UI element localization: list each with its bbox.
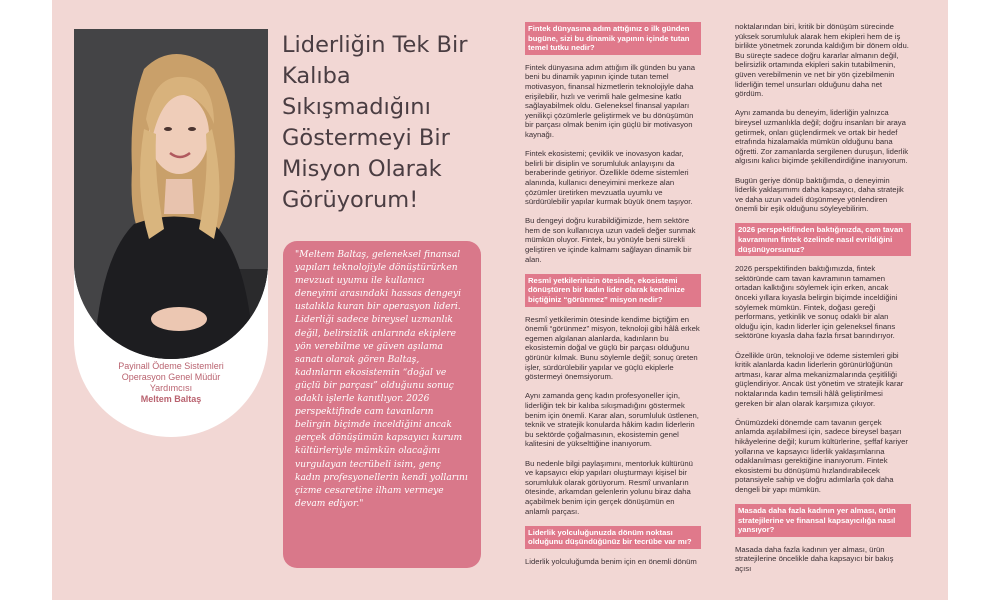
- answer-paragraph: noktalarından biri, kritik bir dönüşüm sürecinde yüksek sorumluluk alarak hem ekipleri hem de iş birlikte yönetmek zorunda kaldığım bir dönem oldu. Bu süreçte sadece doğru kararlar almanın değil, belirsizlik ortamında ekipleri sakin tutabilmenin, güven verebilmenin ve net bir yön çizebilmenin liderliğin temel unsurları olduğunu daha net gördüm.: [735, 22, 909, 99]
- answer-paragraph: Resmî yetkilerimin ötesinde kendime biçtiğim en önemli “görünmez” misyon, teknoloji gibi hâlâ erkek egemen algılanan alanlarda, kadınların bu ekosistemin doğal ve güçlü bir parçası olduğunu görünür kılmak. Bunu söylemle değil; sonuç üreten işler, sürdürülebilir yapılar ve güçlü ekiplerle göstermeyi önemsiyorum.: [525, 314, 700, 382]
- pull-quote: "Meltem Baltaş, geleneksel finansal yapıları teknolojiyle dönüştürürken mevzuat uyumu ile kullanıcı deneyimi arasındaki hassas dengeyi ustalıkla kuran bir operasyon lideri. Liderliği sadece bireysel uzmanlık değil, belirsizlik anlarında ekiplere yön verebilme ve güven aşılama sanatı olarak gören Baltaş, kadınların ekosistemin “doğal ve güçlü bir parçası” olduğunu sonuç odaklı işlerle kanıtlıyor. 2026 perspektifinde cam tavanların belirgin biçimde inceldiğini ancak gerçek dönüşümün kapsayıcı kurum kültürleriyle mümkün olacağını vurgulayan tecrübeli isim, genç kadın profesyonellerin kendi yollarını çizme cesaretine ilham vermeye devam ediyor.": [283, 241, 481, 568]
- caption-role: Payinall Ödeme Sistemleri Operasyon Genel Müdür Yardımcısı: [118, 361, 224, 393]
- portrait-illustration: [74, 29, 268, 359]
- profile-card: [74, 29, 268, 437]
- answer-paragraph: Liderlik yolculuğumda benim için en önemli dönüm: [525, 556, 697, 566]
- interview-question: Resmî yetkilerinizin ötesinde, ekosistemi dönüştüren bir kadın lider olarak kendinize biçtiğiniz “görünmez” misyon nedir?: [525, 274, 701, 307]
- interview-question: Fintek dünyasına adım attığınız o ilk günden bugüne, sizi bu dinamik yapının içinde tutan temel tutku nedir?: [525, 22, 701, 55]
- article-title: Liderliğin Tek Bir Kalıba Sıkışmadığını Göstermeyi Bir Misyon Olarak Görüyorum!: [282, 32, 468, 213]
- answer-paragraph: Fintek dünyasına adım attığım ilk günden bu yana beni bu dinamik yapının içinde tutan temel motivasyon, finansal hizmetlerin teknolojiyle daha erişilebilir, hızlı ve verimli hale gelmesine katkı sağlayabilmek oldu. Geleneksel finansal yapıları yenilikçi çözümlerle geliştirmek ve bu dönüşümün bir parçası olmak benim için güçlü bir motivasyon kaynağı.: [525, 62, 696, 139]
- interview-question: 2026 perspektifinden baktığınızda, cam tavan kavramının fintek özelinde nasıl evrildiğini düşünüyorsunuz?: [735, 223, 911, 256]
- answer-paragraph: 2026 perspektifinden baktığımızda, fintek sektöründe cam tavan kavramının tamamen ortadan kalktığını söylemek için erken, ancak önceki yıllara kıyasla belirgin biçimde inceldiğini söylemek mümkün. Fintek, doğası gereği performans, yetkinlik ve sonuç odaklı bir alan olduğu için, kadın liderler için geleneksel finans sektörüne kıyasla daha fazla fırsat barındırıyor.: [735, 264, 898, 341]
- interview-question: Masada daha fazla kadının yer alması, ürün stratejilerine ve finansal kapsayıcılığa nasıl yansıyor?: [735, 504, 911, 537]
- answer-paragraph: Aynı zamanda genç kadın profesyoneller için, liderliğin tek bir kalıba sıkışmadığını göstermek benim için önemli. Karar alan, sorumluluk üstlenen, teknik ve stratejik konularda hâkim kadın liderlerin bu sektörde çoğalmasının, ekosistemin genel kalitesini de yükselttiğine inanıyorum.: [525, 391, 699, 449]
- magazine-spread: [52, 0, 948, 600]
- answer-paragraph: Özellikle ürün, teknoloji ve ödeme sistemleri gibi kritik alanlarda kadın liderlerin görünürlüğünün artması, karar alma mekanizmalarında çeşitliliği güçlendiriyor. Ancak üst yönetim ve stratejik karar noktalarında kadın temsili hâlâ geliştirilmesi gereken bir alan olarak karşımıza çıkıyor.: [735, 350, 904, 408]
- answer-paragraph: Aynı zamanda bu deneyim, liderliğin yalnızca bireysel uzmanlıkla değil; doğru insanları bir araya getirmek, onları güçlendirmek ve ortak bir hedef etrafında hizalamakla mümkün olduğunu bana öğretti. Zor zamanlarda sergilenen duruşun, liderlik algısını kalıcı biçimde şekillendirdiğine inanıyorum.: [735, 108, 909, 166]
- answer-paragraph: Bu dengeyi doğru kurabildiğimizde, hem sektöre hem de son kullanıcıya uzun vadeli değer sunmak mümkün oluyor. Fintek, bu yönüyle beni sürekli geliştiren ve içinde kalmamı sağlayan dinamik bir alan.: [525, 216, 696, 264]
- answer-paragraph: Bugün geriye dönüp baktığımda, o deneyimin liderlik yaklaşımımı daha kapsayıcı, daha stratejik ve daha uzun vadeli düşünmeye yönlendiren önemli bir eşik olduğunu söyleyebilirim.: [735, 175, 904, 214]
- text-column-2: [735, 22, 911, 583]
- answer-paragraph: Önümüzdeki dönemde cam tavanın gerçek anlamda aşılabilmesi için, sadece bireysel başarı hikâyelerine değil; kurum kültürlerine, şeffaf kariyer yollarına ve kapsayıcı liderlik yaklaşımlarına odaklanılması gerektiğine inanıyorum. Fintek ekosistemi bu dönüşümü hızlandırabilecek potansiyele sahip ve doğru adımlarla çok daha dengeli bir yapı mümkün.: [735, 417, 908, 494]
- answer-paragraph: Masada daha fazla kadının yer alması, ürün stratejilerine öncelikle daha kapsayıcı bir bakış açısı: [735, 544, 894, 574]
- portrait-photo: [74, 29, 268, 359]
- text-column-1: [525, 22, 701, 576]
- answer-paragraph: Fintek ekosistemi; çeviklik ve inovasyon kadar, belirli bir disiplin ve sorumluluk anlayışını da beraberinde getiriyor. Özellikle ödeme sistemleri alanında, kullanıcı deneyimini merkeze alan çözümler üretirken mevzuatla uyumlu ve sürdürülebilir yapılar kurmak büyük önem taşıyor.: [525, 149, 693, 207]
- caption-name: Meltem Baltaş: [140, 394, 202, 404]
- interview-question: Liderlik yolculuğunuzda dönüm noktası olduğunu düşündüğünüz bir tecrübe var mı?: [525, 526, 701, 549]
- photo-caption: [74, 361, 268, 405]
- answer-paragraph: Bu nedenle bilgi paylaşımını, mentorluk kültürünü ve kapsayıcı ekip yapıları oluşturmayı kişisel bir sorumluluk olarak görüyorum. Resmî unvanların ötesinde, arkamdan gelenlerin yolunu biraz daha açabilmek benim için gerçek dönüşümün en anlamlı parçası.: [525, 458, 693, 516]
